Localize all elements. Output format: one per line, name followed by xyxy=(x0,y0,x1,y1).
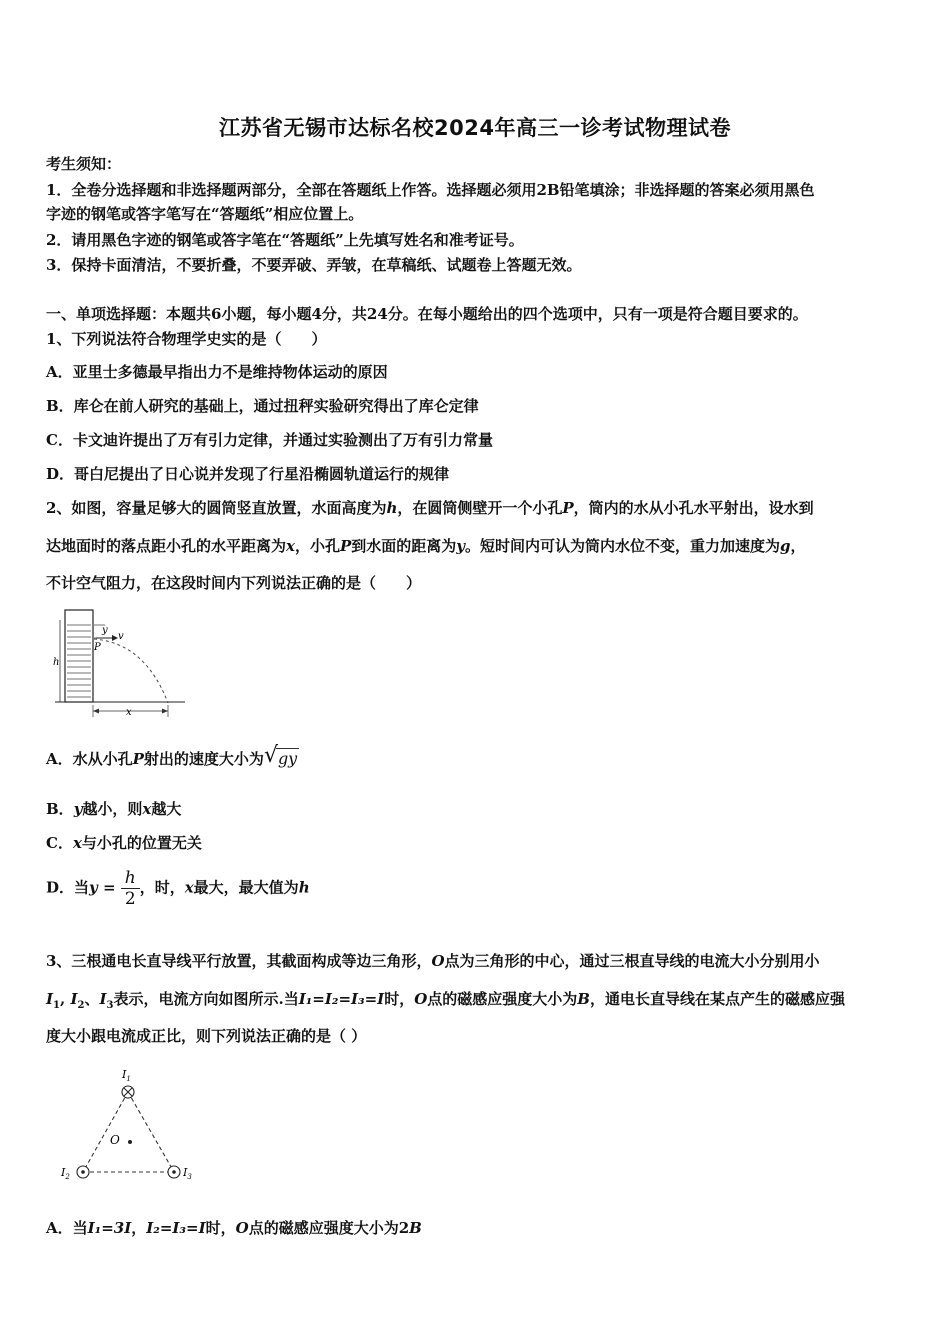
question-2-stem-line3: 不计空气阻力，在这段时间内下列说法正确的是（ ） xyxy=(46,574,422,592)
page-title: 江苏省无锡市达标名校2024年高三一诊考试物理试卷 xyxy=(219,116,731,140)
q2-option-b: B．y越小，则x越大 xyxy=(46,800,182,818)
notice-item: 2．请用黑色字迹的钢笔或答字笔在“答题纸”上先填写姓名和准考证号。 xyxy=(46,231,524,249)
x-label: x xyxy=(126,707,132,718)
i2-label: $I_2$ xyxy=(61,1166,70,1181)
cylinder-outline xyxy=(65,610,93,702)
center-point-o xyxy=(128,1140,132,1144)
question-3-stem-line1: 3、三根通电长直导线平行放置，其截面构成等边三角形，O点为三角形的中心，通过三根直导线的电流大小分别用小 xyxy=(46,952,820,970)
notice-heading: 考生须知： xyxy=(46,155,122,173)
y-label: y xyxy=(102,625,108,636)
section-heading: 一、单项选择题：本题共6小题，每小题4分，共24分。在每小题给出的四个选项中，只有一项是符合题目要求的。 xyxy=(46,305,808,323)
i3-label: $I_3$ xyxy=(183,1166,192,1181)
q2-option-d: D．当y = $\frac{h}{2}$ ，时，x最大，最大值为h xyxy=(46,868,310,909)
v-label: v xyxy=(118,631,124,642)
question-1-stem: 1、下列说法符合物理学史实的是（ ） xyxy=(46,330,327,348)
triangle-side xyxy=(83,1092,128,1172)
q2-option-c: C．x与小孔的位置无关 xyxy=(46,834,202,852)
notice-item: 字迹的钢笔或答字笔写在“答题纸”相应位置上。 xyxy=(46,205,364,223)
notice-item: 1．全卷分选择题和非选择题两部分，全部在答题纸上作答。选择题必须用2B铅笔填涂；非选择题的答案必须用黑色 xyxy=(46,181,815,199)
triangle-wires-diagram xyxy=(58,1062,208,1192)
q1-option-b: B．库仑在前人研究的基础上，通过扭秤实验研究得出了库仑定律 xyxy=(46,397,479,415)
question-3-stem-line3: 度大小跟电流成正比，则下列说法正确的是（ ） xyxy=(46,1027,367,1045)
h-label: h xyxy=(53,657,60,668)
i1-label: $I_1$ xyxy=(122,1068,131,1083)
q1-option-d: D．哥白尼提出了日心说并发现了行星沿椭圆轨道运行的规律 xyxy=(46,465,450,483)
question-2-stem-line2: 达地面时的落点距小孔的水平距离为x，小孔P到水面的距离为y。短时间内可认为筒内水位不变，重力加速度为g， xyxy=(46,537,806,555)
sqrt-expression: √ gy xyxy=(263,743,298,768)
p-label: P xyxy=(94,642,101,653)
notice-item: 3．保持卡面清洁，不要折叠，不要弄破、弄皱，在草稿纸、试题卷上答题无效。 xyxy=(46,256,582,274)
question-3-stem-line2: $I_1$, $I_2$、$I_3$表示，电流方向如图所示.当I₁=I₂=I₃=I时，O点的磁感应强度大小为B，通电长直导线在某点产生的磁感应强 xyxy=(46,990,845,1011)
q3-option-a: A．当I₁=3I，I₂=I₃=I时，O点的磁感应强度大小为2B xyxy=(46,1219,422,1237)
q1-option-c: C．卡文迪许提出了万有引力定律，并通过实验测出了万有引力常量 xyxy=(46,431,493,449)
wire-i3-out-of-page-icon xyxy=(168,1166,180,1178)
q2-option-a: A．水从小孔P射出的速度大小为 √ gy xyxy=(46,743,298,768)
wire-i1-into-page-icon xyxy=(122,1086,134,1098)
fraction-h-over-2: $\frac{h}{2}$ xyxy=(121,868,140,909)
water-hatching xyxy=(67,625,91,697)
question-2-stem-line1: 2、如图，容量足够大的圆筒竖直放置，水面高度为h，在圆筒侧壁开一个小孔P，筒内的水从小孔水平射出，设水到 xyxy=(46,499,814,517)
cylinder-diagram xyxy=(50,605,190,720)
wire-i2-out-of-page-icon xyxy=(77,1166,89,1178)
triangle-side xyxy=(128,1092,174,1172)
q1-option-a: A．亚里士多德最早指出力不是维持物体运动的原因 xyxy=(46,363,388,381)
water-trajectory xyxy=(94,639,168,703)
o-label: O xyxy=(110,1133,120,1147)
